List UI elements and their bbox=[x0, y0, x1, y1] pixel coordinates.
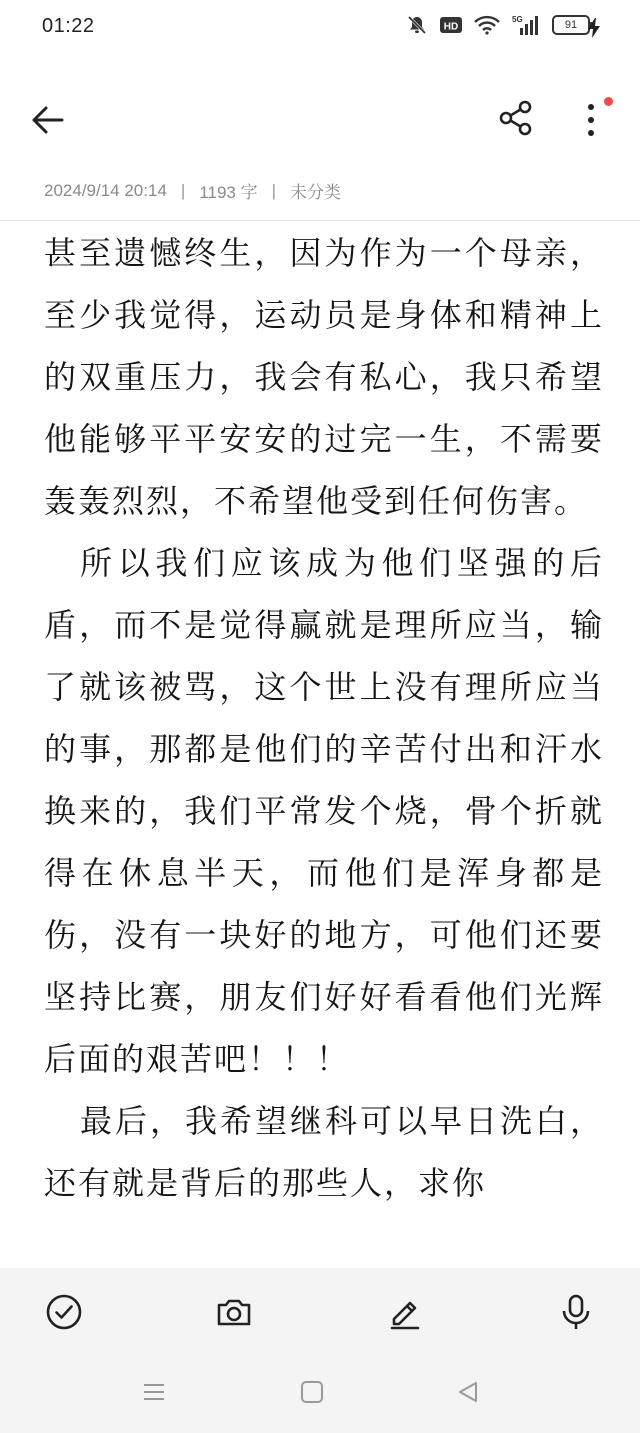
meta-separator: | bbox=[180, 180, 186, 200]
charging-bolt-icon bbox=[588, 18, 600, 42]
divider bbox=[0, 220, 640, 221]
notification-dot bbox=[604, 97, 613, 106]
note-word-count: 1193 字 bbox=[199, 183, 258, 202]
note-paragraph: 所以我们应该成为他们坚强的后盾，而不是觉得赢就是理所应当，输了就该被骂，这个世上没有理所应当的事，那都是他们的辛苦付出和汗水换来的，我们平常发个烧，骨个折就得在休息半天，而他们是浑身都是伤，没有一块好的地方，可他们还要坚持比赛，朋友们好好看看他们光辉后面的艰苦吧！！！ bbox=[44, 544, 604, 1078]
back-button[interactable] bbox=[28, 100, 72, 140]
camera-icon bbox=[214, 1292, 254, 1332]
home-nav-button[interactable] bbox=[298, 1378, 326, 1410]
battery-icon: 91 bbox=[552, 15, 590, 35]
svg-text:HD: HD bbox=[443, 21, 459, 33]
arrow-left-icon bbox=[28, 100, 72, 140]
note-paragraph: 最后，我希望继科可以早日洗白，还有就是背后的那些人，求你 bbox=[44, 1102, 604, 1202]
triangle-back-icon bbox=[454, 1378, 482, 1406]
check-circle-icon bbox=[44, 1292, 84, 1332]
back-nav-button[interactable] bbox=[454, 1378, 482, 1410]
note-date: 2024/9/14 20:14 bbox=[44, 180, 167, 200]
camera-button[interactable] bbox=[214, 1292, 254, 1332]
checklist-button[interactable] bbox=[44, 1292, 84, 1332]
status-bar bbox=[0, 0, 640, 56]
home-square-icon bbox=[298, 1378, 326, 1406]
hd-icon bbox=[440, 16, 462, 34]
status-time: 01:22 bbox=[42, 15, 95, 37]
mute-bell-icon bbox=[406, 14, 428, 36]
status-icons bbox=[406, 14, 590, 36]
handwriting-button[interactable] bbox=[384, 1292, 424, 1332]
share-icon bbox=[496, 98, 536, 138]
note-body[interactable] bbox=[44, 222, 604, 1272]
share-button[interactable] bbox=[496, 98, 536, 138]
pen-icon bbox=[384, 1292, 424, 1332]
note-header bbox=[0, 80, 640, 160]
note-meta bbox=[44, 178, 341, 203]
note-category[interactable]: 未分类 bbox=[290, 183, 342, 202]
more-options-button[interactable] bbox=[576, 98, 606, 142]
more-vertical-icon bbox=[576, 98, 606, 142]
svg-text:5G: 5G bbox=[512, 15, 523, 24]
note-paragraph: 甚至遗憾终生，因为作为一个母亲，至少我觉得，运动员是身体和精神上的双重压力，我会有私心，我只希望他能够平平安安的过完一生，不需要轰轰烈烈，不希望他受到任何伤害。 bbox=[44, 234, 604, 520]
voice-input-button[interactable] bbox=[556, 1292, 596, 1332]
microphone-icon bbox=[556, 1292, 596, 1332]
recents-nav-button[interactable] bbox=[140, 1378, 168, 1410]
wifi-icon bbox=[474, 15, 500, 35]
signal-5g-icon bbox=[512, 14, 540, 36]
bottom-toolbar bbox=[0, 1268, 640, 1433]
menu-lines-icon bbox=[140, 1378, 168, 1406]
meta-separator: | bbox=[271, 180, 277, 200]
